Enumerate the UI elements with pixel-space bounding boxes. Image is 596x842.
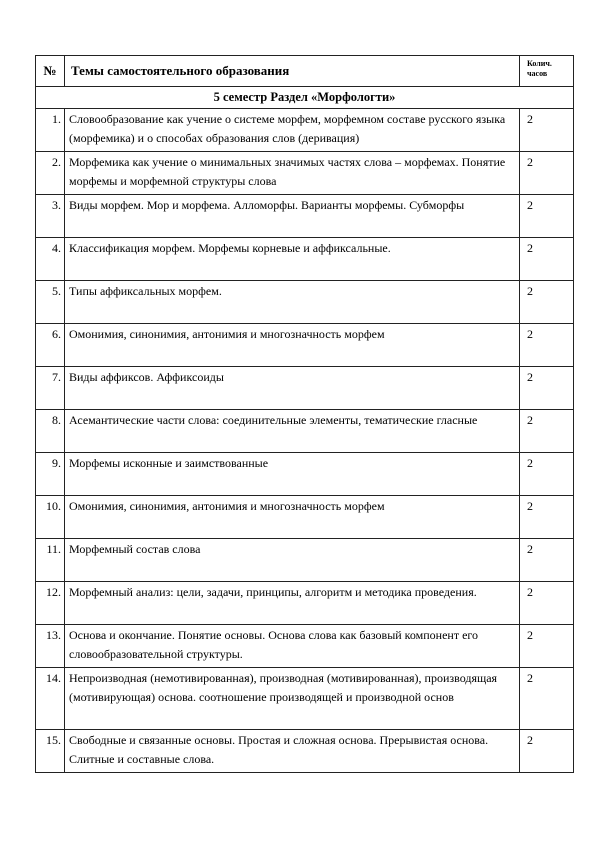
row-hours: 2 (520, 539, 574, 582)
table-row (36, 324, 574, 367)
table-row (36, 238, 574, 281)
row-topic: Морфемный состав слова (65, 539, 520, 582)
row-topic: Словообразование как учение о системе морфем, морфемном составе русского языка (морфемика) и о способах образования слов (деривация) (65, 109, 520, 152)
section-row (36, 87, 574, 109)
row-topic: Асемантические части слова: соединительные элементы, тематические гласные (65, 410, 520, 453)
table-row (36, 668, 574, 730)
table-row (36, 410, 574, 453)
table-row (36, 109, 574, 152)
row-number: 5. (36, 281, 65, 324)
document-page (35, 55, 573, 773)
header-number: № (36, 56, 65, 87)
row-topic: Виды аффиксов. Аффиксоиды (65, 367, 520, 410)
row-hours: 2 (520, 109, 574, 152)
table-row (36, 496, 574, 539)
row-hours: 2 (520, 410, 574, 453)
table-row (36, 152, 574, 195)
table-row (36, 281, 574, 324)
header-hours-line2: часов (527, 69, 548, 78)
row-hours: 2 (520, 281, 574, 324)
row-number: 4. (36, 238, 65, 281)
row-topic: Основа и окончание. Понятие основы. Основа слова как базовый компонент его словообразовательной структуры. (65, 625, 520, 668)
row-number: 14. (36, 668, 65, 730)
row-hours: 2 (520, 625, 574, 668)
table-row (36, 730, 574, 773)
row-hours: 2 (520, 152, 574, 195)
row-number: 12. (36, 582, 65, 625)
table-row (36, 367, 574, 410)
table-row (36, 625, 574, 668)
row-hours: 2 (520, 367, 574, 410)
row-topic: Непроизводная (немотивированная), производная (мотивированная), производящая (мотивирующая) основа. соотношение производящей и производной основ (65, 668, 520, 730)
row-hours: 2 (520, 324, 574, 367)
header-hours-line1: Колич. (527, 59, 552, 68)
row-topic: Виды морфем. Мор и морфема. Алломорфы. Варианты морфемы. Субморфы (65, 195, 520, 238)
row-number: 7. (36, 367, 65, 410)
row-hours: 2 (520, 496, 574, 539)
section-title: 5 семестр Раздел «Морфологти» (36, 87, 574, 109)
row-hours: 2 (520, 195, 574, 238)
row-hours: 2 (520, 668, 574, 730)
row-number: 8. (36, 410, 65, 453)
header-topic: Темы самостоятельного образования (65, 56, 520, 87)
row-topic: Классификация морфем. Морфемы корневые и аффиксальные. (65, 238, 520, 281)
row-topic: Свободные и связанные основы. Простая и сложная основа. Прерывистая основа. Слитные и составные слова. (65, 730, 520, 773)
row-topic: Морфемика как учение о минимальных значимых частях слова – морфемах. Понятие морфемы и морфемной структуры слова (65, 152, 520, 195)
row-number: 1. (36, 109, 65, 152)
row-topic: Морфемы исконные и заимствованные (65, 453, 520, 496)
row-hours: 2 (520, 582, 574, 625)
table-header-row (36, 56, 574, 87)
row-hours: 2 (520, 453, 574, 496)
row-topic: Морфемный анализ: цели, задачи, принципы, алгоритм и методика проведения. (65, 582, 520, 625)
row-topic: Типы аффиксальных морфем. (65, 281, 520, 324)
row-number: 2. (36, 152, 65, 195)
table-row (36, 195, 574, 238)
row-number: 3. (36, 195, 65, 238)
row-topic: Омонимия, синонимия, антонимия и многозначность морфем (65, 324, 520, 367)
row-number: 9. (36, 453, 65, 496)
row-number: 15. (36, 730, 65, 773)
row-hours: 2 (520, 730, 574, 773)
row-number: 11. (36, 539, 65, 582)
row-topic: Омонимия, синонимия, антонимия и многозначность морфем (65, 496, 520, 539)
table-row (36, 539, 574, 582)
row-number: 10. (36, 496, 65, 539)
row-number: 13. (36, 625, 65, 668)
table-row (36, 453, 574, 496)
row-number: 6. (36, 324, 65, 367)
topics-table (35, 55, 574, 773)
header-hours (520, 56, 574, 87)
table-row (36, 582, 574, 625)
row-hours: 2 (520, 238, 574, 281)
